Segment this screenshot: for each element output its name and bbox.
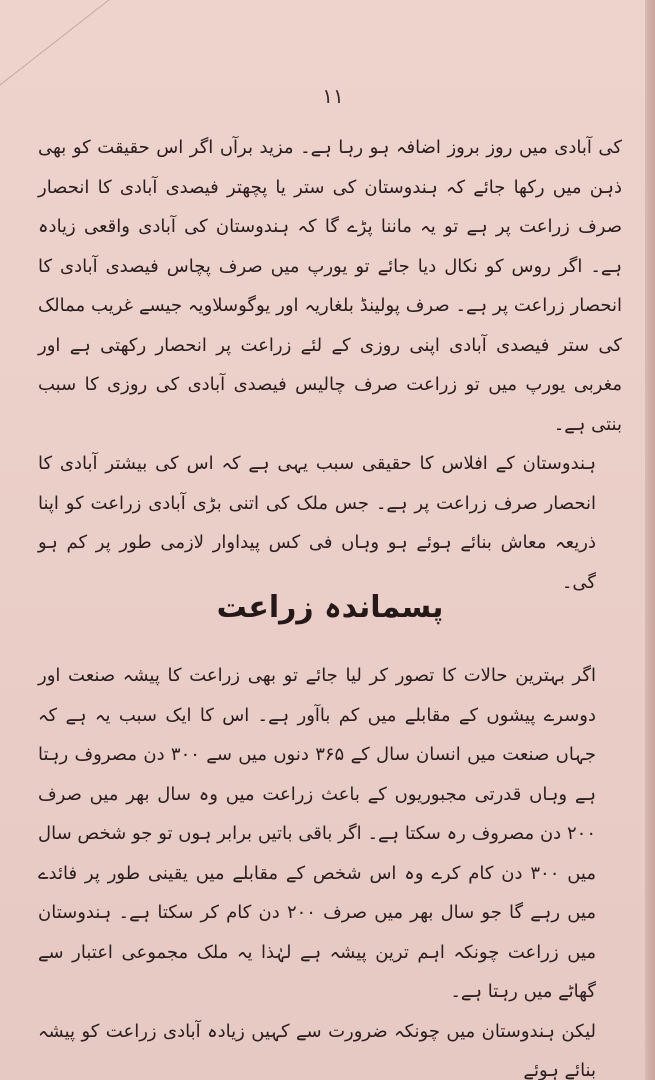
main-text-block (38, 128, 622, 602)
page-number: ۱۱ (322, 84, 344, 108)
paragraph-2: ہندوستان کے افلاس کا حقیقی سبب یہی ہے کہ اس کی بیشتر آبادی کا انحصار صرف زراعت پر ہے۔ جس ملک کی اتنی بڑی آبادی زراعت کو اپنا ذریعہ معاش بنائے ہوئے ہو وہاں فی کس پیداوار لازمی طور پر کم ہو گی۔ (38, 453, 596, 593)
paragraph-3: اگر بہترین حالات کا تصور کر لیا جائے تو بھی زراعت کا پیشہ صنعت اور دوسرے پیشوں کے مقابلے میں کم باآور ہے۔ اس کا ایک سبب یہ ہے کہ جہاں صنعت میں انسان سال کے ۳۶۵ دنوں میں سے ۳۰۰ دن مصروف رہتا ہے وہاں قدرتی مجبوریوں کے باعث زراعت میں وہ سال بھر میں صرف ۲۰۰ دن مصروف رہ سکتا ہے۔ اگر باقی باتیں برابر ہوں تو جو شخص سال میں ۳۰۰ دن کام کرے وہ اس شخص کے مقابلے میں یقینی طور پر فائدے میں رہے گا جو سال بھر میں صرف ۲۰۰ دن کام کر سکتا ہے۔ ہندوستان میں زراعت چونکہ اہم ترین پیشہ ہے لہٰذا یہ ملک مجموعی اعتبار سے گھاٹے میں رہتا ہے۔ (38, 665, 596, 1002)
paper-fold-line (0, 0, 185, 101)
section-heading: پسماندہ زراعت (216, 590, 444, 625)
page-edge (645, 0, 655, 1080)
paragraph-1: کی آبادی میں روز بروز اضافہ ہو رہا ہے۔ مزید برآں اگر اس حقیقت کو بھی ذہن میں رکھا جائے کہ ہندوستان کی ستر یا پچھتر فیصدی آبادی کا انحصار صرف زراعت پر ہے تو یہ ماننا پڑے گا کہ ہندوستان کی آبادی واقعی زیادہ ہے۔ اگر روس کو نکال دیا جائے تو یورپ میں صرف پچاس فیصدی آبادی کا انحصار زراعت پر ہے۔ صرف پولینڈ بلغاریہ اور یوگوسلاویہ جیسے غریب ممالک کی ستر فیصدی آبادی اپنی روزی کے لئے زراعت پر انحصار رکھتی ہے اور مغربی یورپ میں تو زراعت صرف چالیس فیصدی آبادی کی روزی کا سبب بنتی ہے۔ (38, 137, 622, 435)
section-text-block (38, 656, 622, 1080)
paragraph-4: لیکن ہندوستان میں چونکہ ضرورت سے کہیں زیادہ آبادی زراعت کو پیشہ بنائے ہوئے (38, 1020, 596, 1080)
